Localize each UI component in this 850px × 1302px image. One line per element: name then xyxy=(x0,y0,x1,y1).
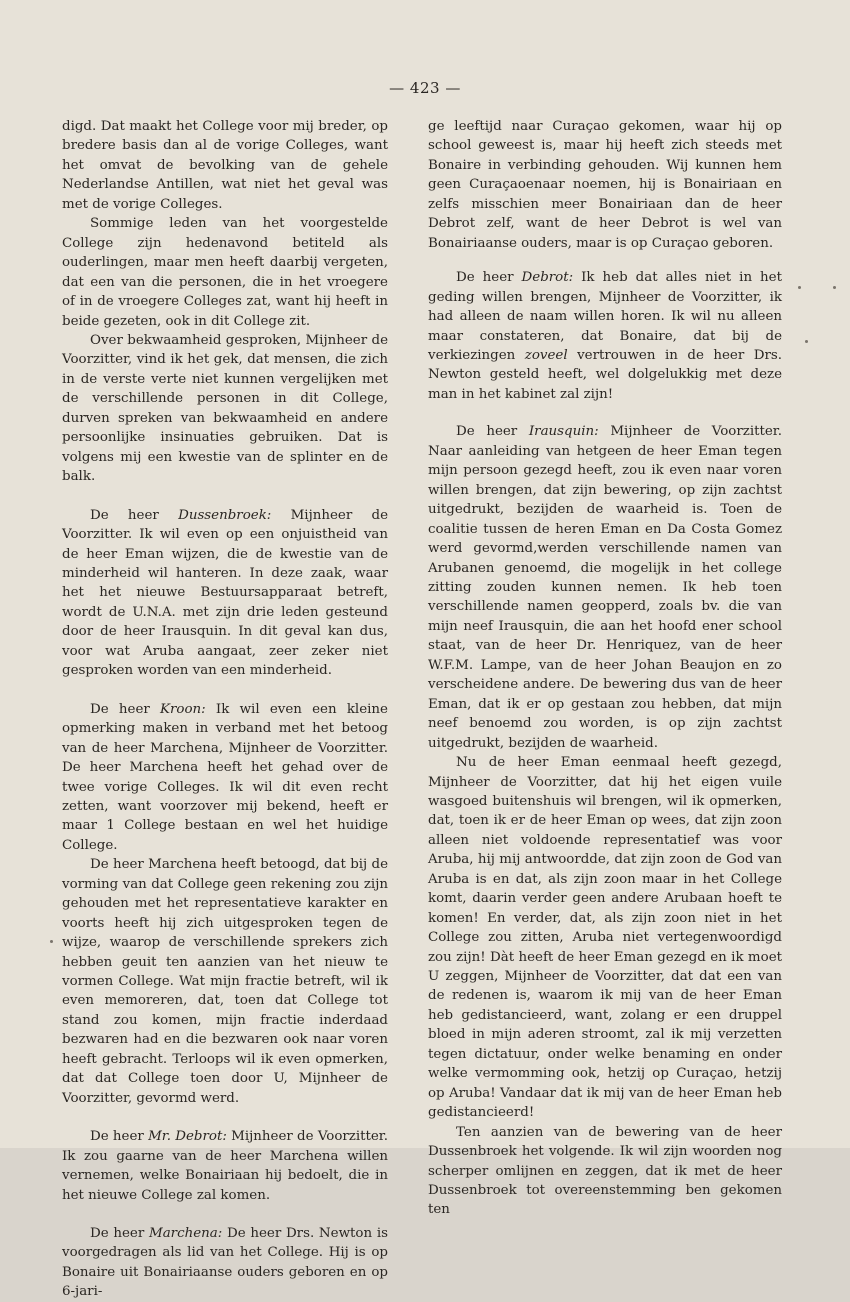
speech-paragraph: De heer Irausquin: Mijnheer de Voorzitter. Naar aanleiding van hetgeen de heer Eman tegen mijn persoon gezegd heeft, zou ik even naar voren willen brengen, dat zijn bewering, op zijn zachtst uitgedrukt, bezijden de waarheid is. Toen de coalitie tussen de heren Eman en Da Costa Gomez werd gevormd,werden verschillende namen van Arubanen genoemd, die mogelijk in het college zitting zouden kunnen nemen. Ik heb toen verschillende namen geopperd, zoals bv. die van mijn neef Irausquin, die aan het hoofd ener school staat, van de heer Dr. Henriquez, van de heer W.F.M. Lampe, van de heer Johan Beaujon en zo verscheidene andere. De bewering dus van de heer Eman, dat ik er op gestaan zou hebben, dat mijn neef benoemd zou worden, is op zijn zachtst uitgedrukt, bezijden de waarheid. xyxy=(428,424,782,751)
speaker-name: Irausquin: xyxy=(528,424,599,440)
paragraph: Nu de heer Eman eenmaal heeft gezegd, Mijnheer de Voorzitter, dat hij het eigen vuile wasgoed buitenshuis wil brengen, wil ik opmerken, dat, toen ik er de heer Eman op wees, dat zijn zoon alleen niet voldoende representatief was voor Aruba, hij mij antwoordde, dat zijn zoon de God van Aruba is en dat, als zijn zoon maar in het College komt, daarin verder geen andere Arubaan hoeft te komen! En verder, dat, als zijn zoon niet in het College zou zitten, Aruba niet vertegenwoordigd zou zijn! Dàt heeft de heer Eman gezegd en ik moet U zeggen, Mijnheer de Voorzitter, dat dat een van de redenen is, waarom ik mij van de heer Eman heb gedistancieerd, want, zolang er een druppel bloed in mijn aderen stroomt, zal ik mij verzetten tegen dictatuur, onder welke benaming en onder welke vermomming ook, hetzij op Curaçao, hetzij op Aruba! Vandaar dat ik mij van de heer Eman heb gedistancieerd! xyxy=(428,755,782,1121)
margin-speck xyxy=(833,286,836,289)
paragraph: digd. Dat maakt het College voor mij breder, op bredere basis dan al de vorige Colleges, want het omvat de bevolking van de gehele Nederlandse Antillen, wat niet het geval was met de vorige Colleges. xyxy=(62,119,388,212)
speaker-name: Mr. Debrot: xyxy=(148,1129,227,1145)
paragraph: ge leeftijd naar Curaçao gekomen, waar hij op school geweest is, maar hij heeft zich steeds met Bonaire in verbinding gehouden. Wij kunnen hem geen Curaçaoenaar noemen, hij is Bonairiaan en zelfs misschien meer Bonairiaan dan de heer Debrot zelf, want de heer Debrot is wel van Bonairiaanse ouders, maar is op Curaçao geboren. xyxy=(428,119,782,251)
speech-paragraph: De heer Marchena: De heer Drs. Newton is voorgedragen als lid van het College. Hij is op Bonaire uit Bonairiaanse ouders geboren en op 6-jari- xyxy=(62,1226,388,1300)
speaker-name: Dussenbroek: xyxy=(178,507,272,523)
speech-paragraph: De heer Kroon: Ik wil even een kleine opmerking maken in verband met het betoog van de heer Marchena, Mijnheer de Voorzitter. De heer Marchena heeft het gehad over de twee vorige Colleges. Ik wil dit even recht zetten, want voorzover mij bekend, heeft er maar 1 College bestaan en wel het huidige College. xyxy=(62,701,388,853)
margin-speck xyxy=(805,340,808,343)
left-column xyxy=(62,117,388,1302)
page-number: — 423 — xyxy=(389,79,461,97)
paragraph: Ten aanzien van de bewering van de heer Dussenbroek het volgende. Ik wil zijn woorden nog scherper omlijnen en zeggen, dat ik met de heer Dussenbroek tot overeenstemming ben gekomen ten xyxy=(428,1124,782,1218)
emphasis-word: zoveel xyxy=(524,347,568,363)
speech-paragraph: De heer Mr. Debrot: Mijnheer de Voorzitter. Ik zou gaarne van de heer Marchena willen vernemen, welke Bonairiaan hij bedoelt, die in het nieuwe College zal komen. xyxy=(62,1129,388,1203)
paragraph: Over bekwaamheid gesproken, Mijnheer de Voorzitter, vind ik het gek, dat mensen, die zich in de verste verte niet kunnen vergelijken met de verschillende personen in dit College, durven spreken van bekwaamheid en andere persoonlijke insinuaties gebruiken. Dat is volgens mij een kwestie van de splinter en de balk. xyxy=(62,332,388,485)
paragraph: Sommige leden van het voorgestelde College zijn hedenavond betiteld als ouderlingen, maar men heeft daarbij vergeten, dat een van die personen, die in het vroegere of in de vroegere Colleges zat, want hij heeft in beide gezeten, ook in dit College zit. xyxy=(62,216,388,329)
speaker-name: Marchena: xyxy=(148,1226,223,1242)
speaker-name: Kroon: xyxy=(160,701,206,717)
speaker-name: Debrot: xyxy=(521,270,574,286)
margin-speck xyxy=(798,286,801,289)
right-column xyxy=(428,117,782,1220)
speech-paragraph: De heer Debrot: Ik heb dat alles niet in het geding willen brengen, Mijnheer de Voorzitter, ik had alleen de naam willen horen. Ik wil nu alleen maar constateren, dat Bonaire, dat bij de verkiezingen zoveel vertrouwen in de heer Drs. Newton gesteld heeft, wel dolgelukkig met deze man in het kabinet zal zijn! xyxy=(428,270,782,402)
speech-paragraph: De heer Dussenbroek: Mijnheer de Voorzitter. Ik wil even op een onjuistheid van de heer Eman wijzen, die de kwestie van de minderheid wil hanteren. In deze zaak, waar het het nieuwe Bestuursapparaat betreft, wordt de U.N.A. met zijn drie leden gesteund door de heer Irausquin. In dit geval kan dus, voor wat Aruba aangaat, zeer zeker niet gesproken worden van een minderheid. xyxy=(62,507,388,679)
margin-speck xyxy=(50,940,53,943)
paragraph: De heer Marchena heeft betoogd, dat bij de vorming van dat College geen rekening zou zijn gehouden met het representatieve karakter en voorts heeft hij zich uitgesproken tegen de wijze, waarop de verschillende sprekers zich hebben geuit ten aanzien van het nieuw te vormen College. Wat mijn fractie betreft, wil ik even memoreren, dat, toen dat College tot stand zou komen, mijn fractie inderdaad bezwaren had en die bezwaren ook naar voren heeft gebracht. Terloops wil ik even opmerken, dat dat College toen door U, Mijnheer de Voorzitter, gevormd werd. xyxy=(62,857,388,1106)
